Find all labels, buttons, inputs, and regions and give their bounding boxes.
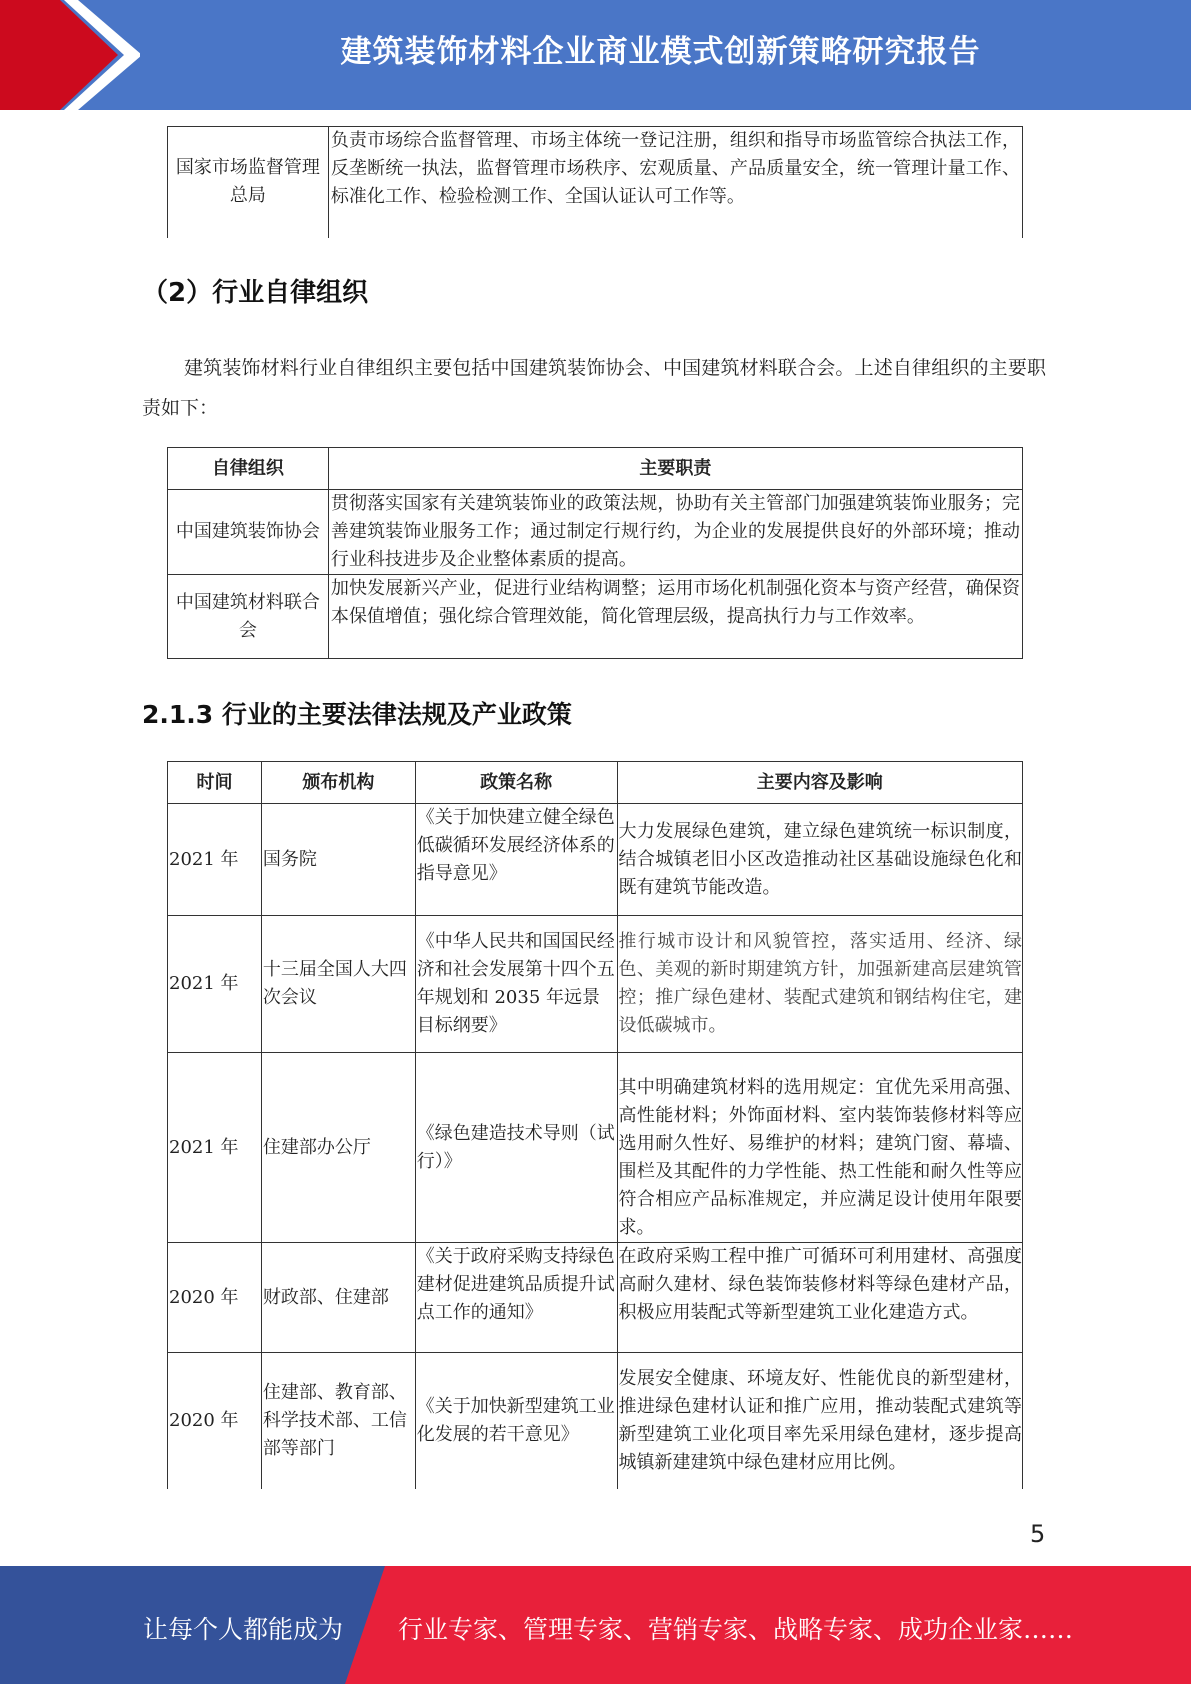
section-heading-self-regulation: （2）行业自律组织 bbox=[142, 278, 369, 308]
regulators-table-continued bbox=[167, 126, 1023, 238]
section-paragraph: 建筑装饰材料行业自律组织主要包括中国建筑装饰协会、中国建筑材料联合会。上述自律组织的主要职责如下： bbox=[142, 357, 1046, 419]
policy-time: 2020 年 bbox=[168, 1243, 262, 1353]
column-header: 主要内容及影响 bbox=[617, 762, 1022, 804]
policy-time: 2021 年 bbox=[168, 1053, 262, 1243]
table-row bbox=[168, 575, 1023, 659]
policy-issuer: 住建部、教育部、科学技术部、工信部等部门 bbox=[261, 1353, 415, 1489]
table-header-row bbox=[168, 448, 1023, 490]
policy-issuer: 住建部办公厅 bbox=[261, 1053, 415, 1243]
org-duty: 加快发展新兴产业，促进行业结构调整；运用市场化机制强化资本与资产经营，确保资本保值增值；强化综合管理效能，简化管理层级，提高执行力与工作效率。 bbox=[328, 575, 1022, 659]
table-row bbox=[168, 804, 1023, 916]
policy-name: 《关于政府采购支持绿色建材促进建筑品质提升试点工作的通知》 bbox=[415, 1243, 617, 1353]
org-duty: 贯彻落实国家有关建筑装饰业的政策法规，协助有关主管部门加强建筑装饰业服务；完善建筑装饰业服务工作；通过制定行规行约，为企业的发展提供良好的外部环境；推动行业科技进步及企业整体素质的提高。 bbox=[328, 490, 1022, 575]
column-header: 主要职责 bbox=[328, 448, 1022, 490]
table-row bbox=[168, 490, 1023, 575]
report-title: 建筑装饰材料企业商业模式创新策略研究报告 bbox=[340, 34, 981, 70]
regulator-duty: 负责市场综合监督管理、市场主体统一登记注册，组织和指导市场监管综合执法工作，反垄断统一执法，监督管理市场秩序、宏观质量、产品质量安全，统一管理计量工作、标准化工作、检验检测工作、全国认证认可工作等。 bbox=[328, 127, 1022, 238]
policy-name: 《关于加快建立健全绿色低碳循环发展经济体系的指导意见》 bbox=[415, 804, 617, 916]
header-band bbox=[0, 0, 1191, 110]
header-arrow-decoration bbox=[0, 0, 140, 110]
policy-issuer: 十三届全国人大四次会议 bbox=[261, 916, 415, 1053]
column-header: 自律组织 bbox=[168, 448, 329, 490]
table-row bbox=[168, 916, 1023, 1053]
footer-slogan-left: 让每个人都能成为 bbox=[143, 1615, 344, 1644]
column-header: 政策名称 bbox=[415, 762, 617, 804]
policy-name: 《中华人民共和国国民经济和社会发展第十四个五年规划和 2035 年远景目标纲要》 bbox=[415, 916, 617, 1053]
table-row bbox=[168, 1353, 1023, 1489]
policy-issuer: 财政部、住建部 bbox=[261, 1243, 415, 1353]
footer-slogan-right: 行业专家、管理专家、营销专家、战略专家、成功企业家…… bbox=[398, 1615, 1074, 1644]
column-header: 时间 bbox=[168, 762, 262, 804]
policy-time: 2021 年 bbox=[168, 804, 262, 916]
policy-content: 其中明确建筑材料的选用规定：宜优先采用高强、高性能材料；外饰面材料、室内装饰装修材料等应选用耐久性好、易维护的材料；建筑门窗、幕墙、围栏及其配件的力学性能、热工性能和耐久性等应符合相应产品标准规定，并应满足设计使用年限要求。 bbox=[617, 1053, 1022, 1243]
table-row bbox=[168, 1053, 1023, 1243]
page-number: 5 bbox=[1030, 1520, 1046, 1548]
section-heading-policies: 2.1.3 行业的主要法律法规及产业政策 bbox=[142, 700, 572, 729]
policy-time: 2020 年 bbox=[168, 1353, 262, 1489]
policy-content: 大力发展绿色建筑，建立绿色建筑统一标识制度，结合城镇老旧小区改造推动社区基础设施绿色化和既有建筑节能改造。 bbox=[617, 804, 1022, 916]
table-row bbox=[168, 127, 1023, 238]
org-name: 中国建筑装饰协会 bbox=[168, 490, 329, 575]
column-header: 颁布机构 bbox=[261, 762, 415, 804]
self-regulation-table bbox=[167, 447, 1023, 659]
table-header-row bbox=[168, 762, 1023, 804]
policy-time: 2021 年 bbox=[168, 916, 262, 1053]
footer-band bbox=[0, 1566, 1191, 1684]
regulator-name: 国家市场监督管理总局 bbox=[168, 127, 329, 238]
policy-issuer: 国务院 bbox=[261, 804, 415, 916]
org-name: 中国建筑材料联合会 bbox=[168, 575, 329, 659]
policies-table bbox=[167, 761, 1023, 1489]
policy-content: 在政府采购工程中推广可循环可利用建材、高强度高耐久建材、绿色装饰装修材料等绿色建材产品，积极应用装配式等新型建筑工业化建造方式。 bbox=[617, 1243, 1022, 1353]
policy-name: 《绿色建造技术导则（试行）》 bbox=[415, 1053, 617, 1243]
table-row bbox=[168, 1243, 1023, 1353]
policy-name: 《关于加快新型建筑工业化发展的若干意见》 bbox=[415, 1353, 617, 1489]
policy-content: 推行城市设计和风貌管控，落实适用、经济、绿色、美观的新时期建筑方针，加强新建高层建筑管控；推广绿色建材、装配式建筑和钢结构住宅，建设低碳城市。 bbox=[617, 916, 1022, 1053]
policy-content: 发展安全健康、环境友好、性能优良的新型建材，推进绿色建材认证和推广应用，推动装配式建筑等新型建筑工业化项目率先采用绿色建材，逐步提高城镇新建建筑中绿色建材应用比例。 bbox=[617, 1353, 1022, 1489]
